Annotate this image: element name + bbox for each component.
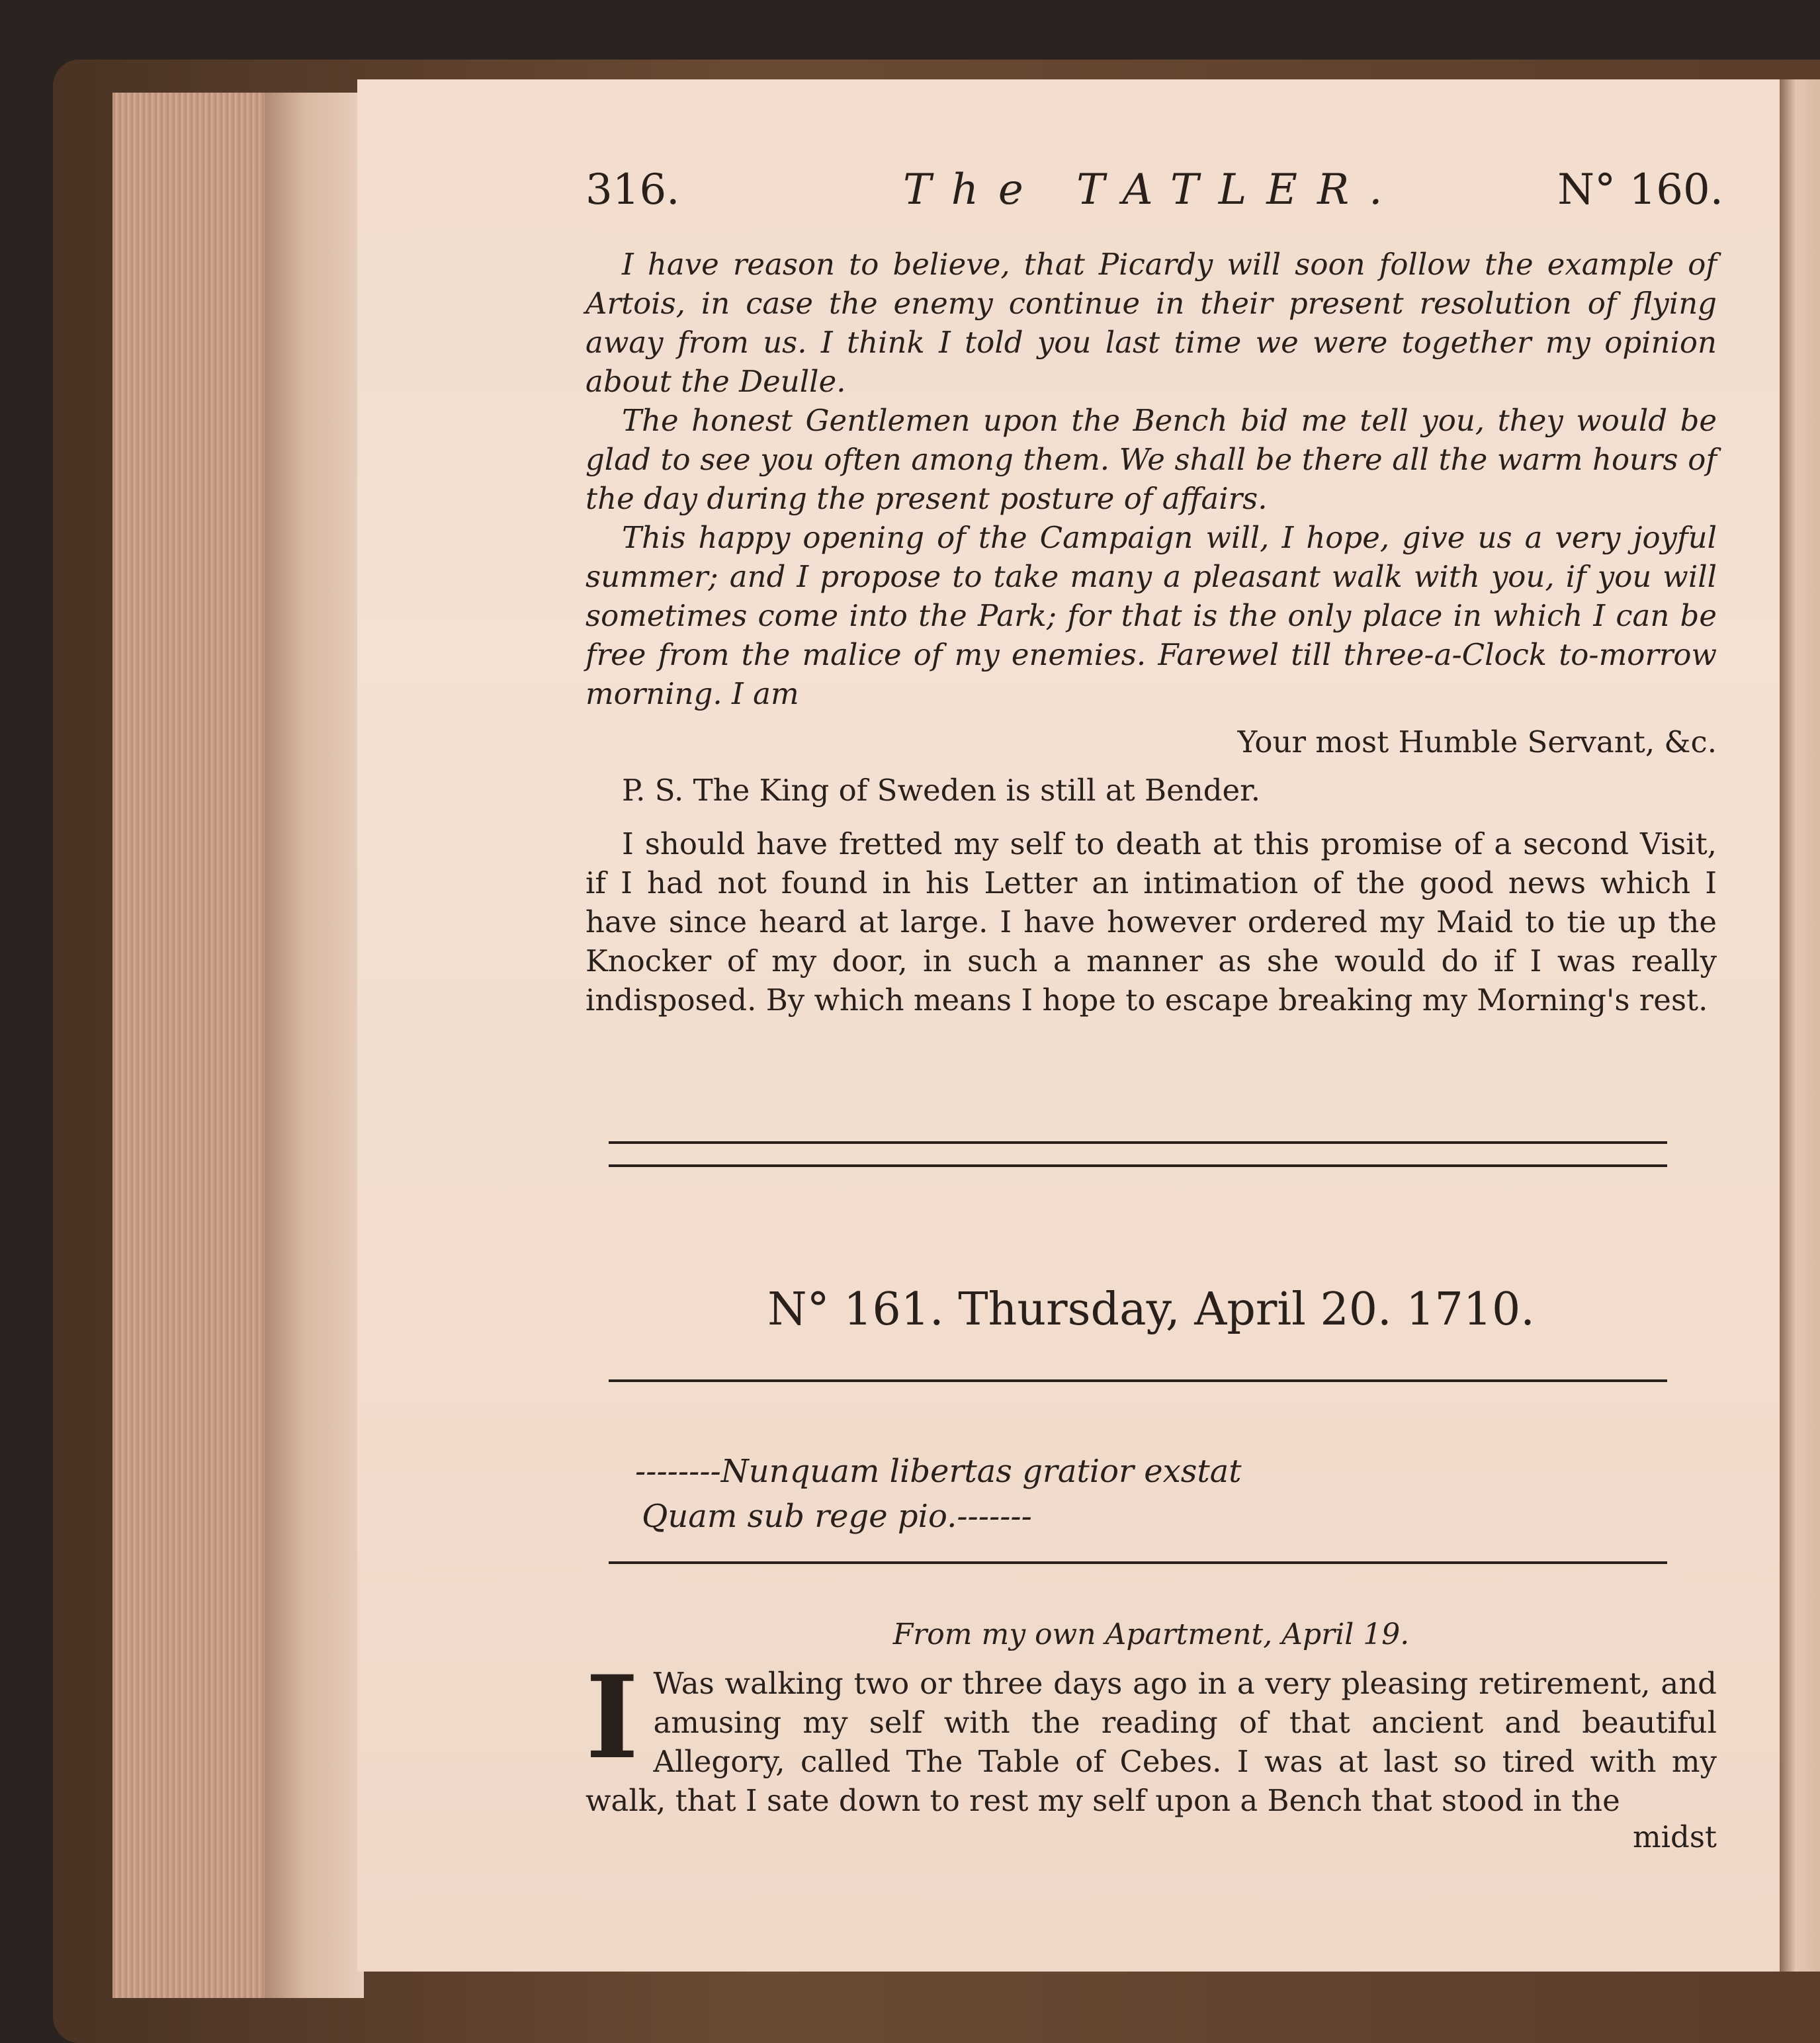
- issue-number: N° 160.: [1557, 165, 1723, 214]
- drop-cap: I: [585, 1650, 639, 1784]
- gutter: [265, 93, 364, 1998]
- letter-paragraph: The honest Gentlemen upon the Bench bid me tell you, they would be glad to see you often among them. We shall be there all the warm hours of the day during the present posture of affairs.: [585, 403, 1717, 516]
- page-edges: [112, 93, 265, 1998]
- running-head: [585, 165, 1723, 238]
- essay: [585, 1650, 1717, 1820]
- commentary-paragraph: I should have fretted my self to death at this promise of a second Visit, if I had not found in his Letter an intimation of the good news which I have since heard at large. I have however ordered my Maid to tie up the Knocker of my door, in such a manner as she would do if I was really indisposed. By which means I hope to escape breaking my Morning's rest.: [585, 826, 1717, 1018]
- essay-paragraph: Was walking two or three days ago in a very pleasing retirement, and amusing my self with the reading of that ancient and beautiful Allegory, called The Table of Cebes. I was at last so tired with my walk, that I sate down to rest my self upon a Bench that stood in the: [585, 1666, 1717, 1818]
- motto-line: --------Nunquam libertas gratior exstat: [635, 1453, 1242, 1490]
- section-rule: [609, 1561, 1667, 1564]
- motto-line: Quam sub rege pio.-------: [642, 1498, 1032, 1535]
- postscript: P. S. The King of Sweden is still at Bender.: [622, 773, 1261, 808]
- letter-paragraph: This happy opening of the Campaign will, I hope, give us a very joyful summer; and I propose to take many a pleasant walk with you, if you will sometimes come into the Park; for that is the only place in which I can be free from the malice of my enemies. Farewel till three-a-Clock to-morrow morning. I am: [585, 520, 1717, 711]
- letter-signature: Your most Humble Servant, &c.: [1237, 724, 1717, 760]
- motto: [635, 1449, 1242, 1539]
- essay-subheading: From my own Apartment, April 19.: [892, 1618, 1410, 1651]
- page-number: 316.: [585, 165, 680, 214]
- catchword: midst: [1632, 1819, 1717, 1854]
- letter: [585, 245, 1717, 1020]
- book-page: [357, 79, 1780, 1972]
- letter-paragraph: I have reason to believe, that Picardy will soon follow the example of Artois, in case the enemy continue in their present resolution of flying away from us. I think I told you last time we were together my opinion about the Deulle.: [585, 247, 1717, 399]
- section-rule: [609, 1379, 1667, 1382]
- section-rule: [609, 1164, 1667, 1167]
- facing-page-edge: [1780, 79, 1820, 1972]
- section-rule: [609, 1141, 1667, 1144]
- issue-dateline: N° 161. Thursday, April 20. 1710.: [767, 1283, 1535, 1336]
- running-title: The TATLER.: [903, 165, 1403, 214]
